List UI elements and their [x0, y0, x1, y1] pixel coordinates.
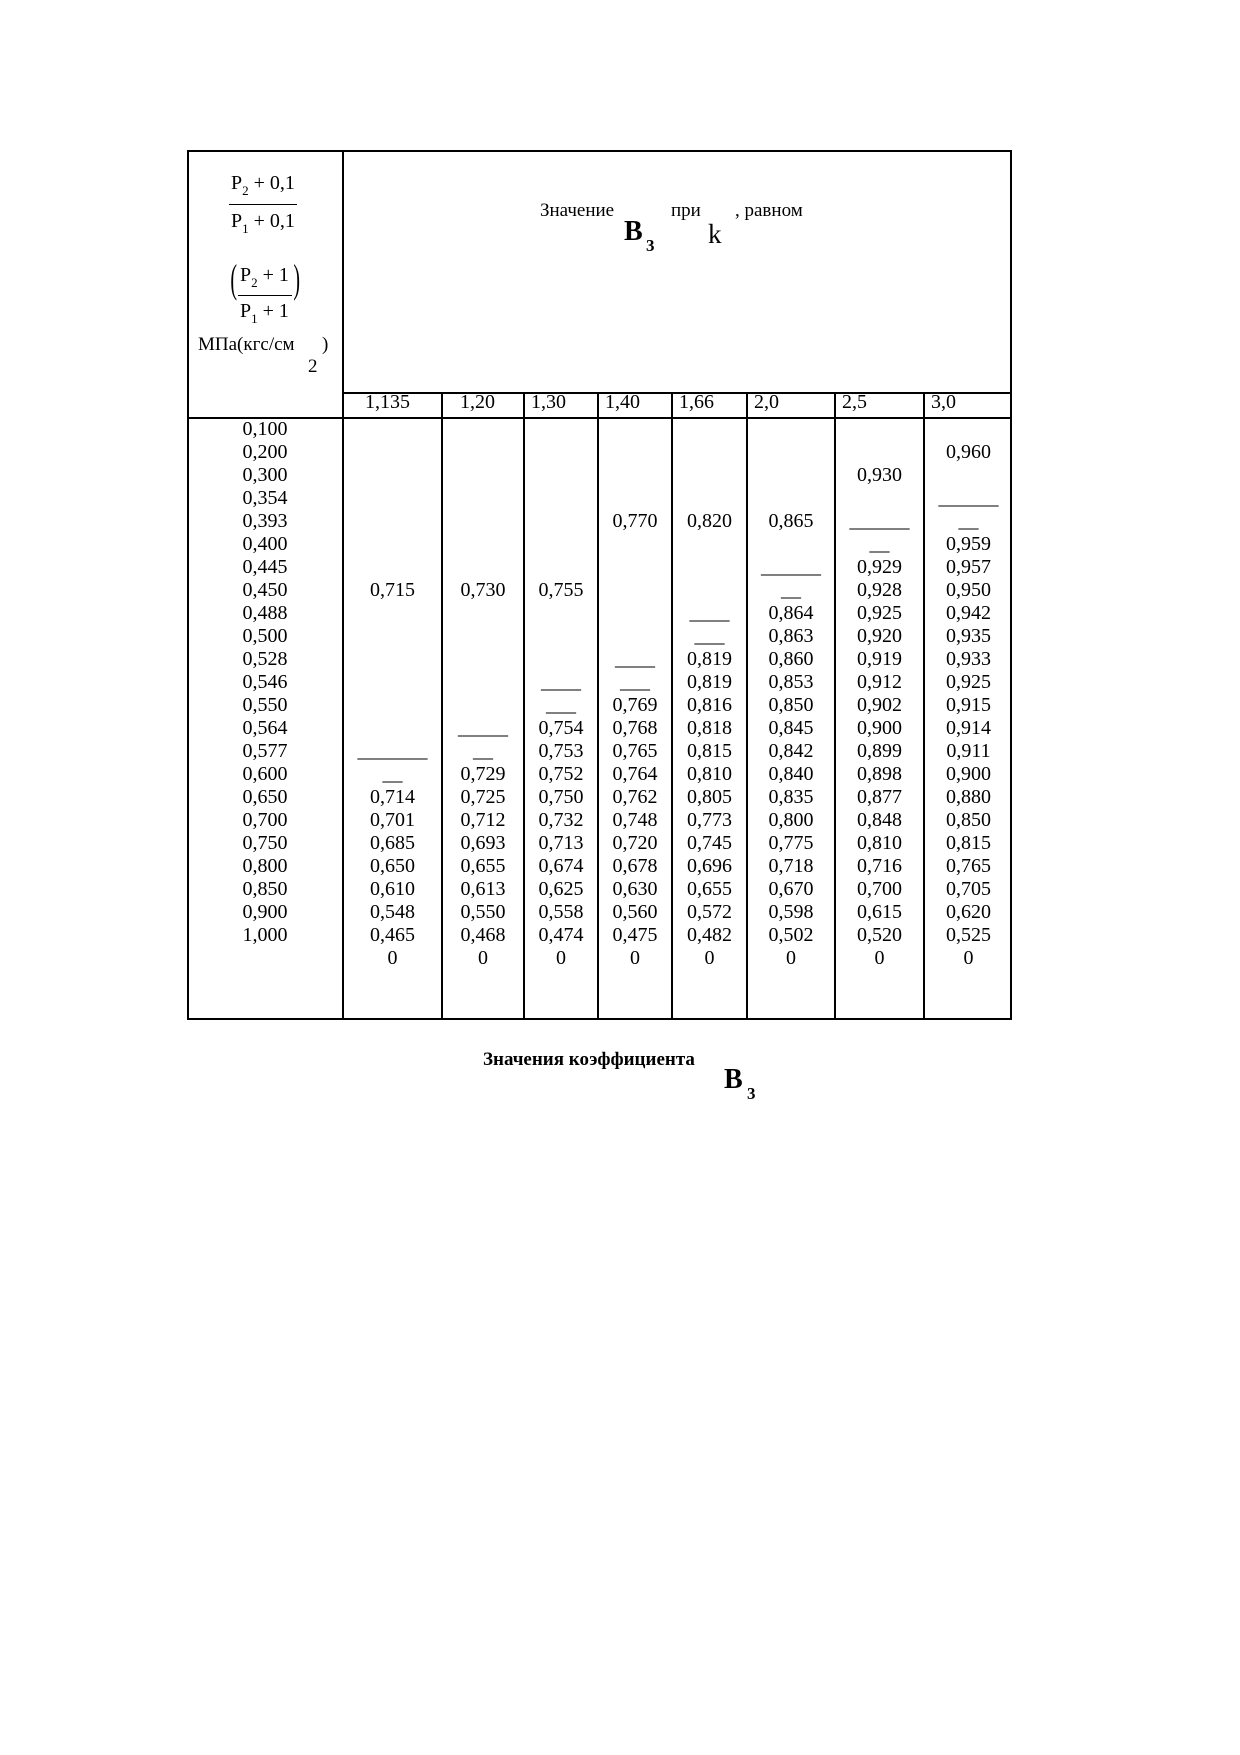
value-cell: 0,935 [946, 625, 991, 647]
value-cell: 0,732 [538, 809, 584, 831]
value-cell: __ [869, 533, 890, 555]
value-cell [443, 556, 523, 579]
value-cell: 0,877 [857, 786, 902, 808]
value-cell [443, 671, 523, 694]
title-value: Значение [540, 200, 615, 221]
value-cell: 0,525 [946, 924, 991, 946]
value-cell: 0,835 [768, 786, 814, 808]
value-cell [525, 556, 597, 579]
value-cell [673, 418, 746, 441]
value-cell [673, 556, 746, 579]
value-cell: 0 [963, 947, 974, 969]
value-cell: 0,696 [687, 855, 732, 877]
value-cell: 0,753 [538, 740, 584, 762]
value-cell [344, 671, 441, 694]
value-cell [344, 510, 441, 533]
value-cell [443, 648, 523, 671]
value-column [344, 418, 441, 970]
left-paren: ( [230, 256, 237, 301]
pressure-ratio-cell: 0,393 [242, 510, 288, 532]
value-cell: 0,768 [612, 717, 658, 739]
value-cell: 0 [387, 947, 398, 969]
value-cell [344, 441, 441, 464]
value-cell: 0,840 [768, 763, 814, 785]
value-cell: 0,678 [612, 855, 658, 877]
value-cell: 0,959 [946, 533, 991, 555]
pressure-ratio-cell: 0,100 [242, 418, 288, 440]
value-cell: 0,805 [687, 786, 732, 808]
value-cell: ______ [938, 487, 999, 509]
pressure-ratio-column [205, 418, 325, 947]
value-cell: 0,558 [538, 901, 584, 923]
value-column [525, 418, 597, 970]
value-cell: 0,715 [370, 579, 415, 601]
value-cell [525, 464, 597, 487]
k-header: 1,66 [679, 391, 714, 413]
value-cell: 0,520 [857, 924, 902, 946]
pressure-ratio-cell: 0,445 [242, 556, 288, 578]
units-label: МПа(кгс/см [198, 334, 295, 355]
value-cell [673, 487, 746, 510]
value-cell: 0,730 [460, 579, 506, 601]
value-cell: 0,810 [857, 832, 902, 854]
units-close: ) [322, 334, 329, 355]
value-cell: 0,960 [946, 441, 991, 463]
value-cell [925, 464, 1012, 487]
value-cell: 0,820 [687, 510, 732, 532]
value-column [673, 418, 746, 970]
pressure-ratio-cell: 0,550 [242, 694, 288, 716]
value-cell: 0,919 [857, 648, 902, 670]
value-cell: 0 [478, 947, 488, 969]
value-cell: ___ [694, 625, 725, 647]
value-cell [344, 694, 441, 717]
value-cell: 0,613 [460, 878, 506, 900]
value-cell: 0,920 [857, 625, 902, 647]
value-cell: 0,764 [612, 763, 658, 785]
caption-b-sub: 3 [747, 1084, 756, 1103]
ratio-den: $P_1 + 0,1$ [231, 210, 295, 236]
value-cell: 0 [874, 947, 885, 969]
value-cell [748, 418, 834, 441]
value-cell: ___ [546, 694, 576, 716]
value-cell: ______ [761, 556, 821, 578]
pressure-ratio-cell: 0,900 [242, 901, 288, 923]
value-cell [525, 533, 597, 556]
value-cell: 0,502 [768, 924, 814, 946]
value-column [443, 418, 523, 970]
value-cell: ____ [615, 648, 655, 670]
value-cell: ____ [541, 671, 581, 693]
title-k: k [708, 219, 722, 249]
value-cell: ___ [620, 671, 650, 693]
value-cell: 0,550 [460, 901, 506, 923]
value-cell [836, 487, 923, 510]
pressure-ratio-cell: 0,354 [242, 487, 288, 509]
value-cell [443, 510, 523, 533]
value-cell: 0,572 [687, 901, 732, 923]
value-cell: 0,900 [857, 717, 902, 739]
value-cell [673, 441, 746, 464]
value-cell: __ [958, 510, 979, 532]
value-cell: 0,674 [538, 855, 584, 877]
value-cell: 0,842 [768, 740, 814, 762]
value-cell: 0,650 [370, 855, 415, 877]
value-cell: 0,729 [460, 763, 506, 785]
value-cell: 0 [630, 947, 640, 969]
value-cell: 0,850 [768, 694, 814, 716]
title-b-sub: 3 [646, 236, 655, 255]
value-cell: 0,713 [538, 832, 584, 854]
value-cell [599, 556, 671, 579]
value-cell [748, 441, 834, 464]
k-header: 2,5 [842, 391, 867, 413]
value-cell: 0,880 [946, 786, 991, 808]
value-cell: 0,474 [538, 924, 584, 946]
value-cell: 0,865 [768, 510, 814, 532]
value-cell [673, 579, 746, 602]
value-cell: 0,925 [857, 602, 902, 624]
value-cell: 0,754 [538, 717, 584, 739]
value-cell: 0,902 [857, 694, 902, 716]
value-column [836, 418, 923, 970]
value-cell [525, 648, 597, 671]
units-exponent: 2 [308, 356, 318, 377]
value-cell: 0,725 [460, 786, 506, 808]
value-cell [525, 487, 597, 510]
k-header: 1,20 [460, 391, 495, 413]
value-cell [748, 487, 834, 510]
pressure-ratio-cell: 0,700 [242, 809, 288, 831]
k-header: 1,40 [605, 391, 640, 413]
value-cell: 0,745 [687, 832, 732, 854]
value-cell [836, 418, 923, 441]
fraction-bar [238, 295, 292, 296]
value-cell: 0,845 [768, 717, 814, 739]
pressure-ratio-cell: 0,400 [242, 533, 288, 555]
value-cell: 0,465 [370, 924, 415, 946]
value-cell: 0,853 [768, 671, 814, 693]
value-cell: 0,705 [946, 878, 991, 900]
title-tail: , равном [735, 200, 803, 221]
value-cell [925, 418, 1012, 441]
value-cell: 0,900 [946, 763, 991, 785]
value-cell [344, 533, 441, 556]
value-cell: ____ [689, 602, 730, 624]
value-cell: 0,911 [946, 740, 991, 762]
pressure-ratio-cell: 0,300 [242, 464, 288, 486]
value-cell [443, 533, 523, 556]
value-cell: 0,899 [857, 740, 902, 762]
value-cell: 0,670 [768, 878, 814, 900]
fraction-bar [229, 204, 297, 205]
value-cell: _______ [357, 740, 428, 762]
value-cell: 0,850 [946, 809, 991, 831]
pressure-ratio-cell: 1,000 [242, 924, 288, 946]
value-cell: 0,929 [857, 556, 902, 578]
value-cell: 0,848 [857, 809, 902, 831]
value-cell [599, 579, 671, 602]
value-cell: 0,762 [612, 786, 658, 808]
ratio-num: $P_2 + 0,1$ [231, 172, 295, 198]
value-cell: 0,655 [687, 878, 732, 900]
value-cell: 0,863 [768, 625, 814, 647]
value-column [599, 418, 671, 970]
value-cell: 0,925 [946, 671, 991, 693]
value-cell: 0,898 [857, 763, 902, 785]
value-cell [599, 625, 671, 648]
pressure-ratio-cell: 0,850 [242, 878, 288, 900]
value-cell [525, 510, 597, 533]
value-cell: __ [473, 740, 493, 762]
pressure-ratio-cell: 0,577 [242, 740, 288, 762]
value-cell [748, 533, 834, 556]
value-cell: 0,748 [612, 809, 658, 831]
value-cell: 0,700 [857, 878, 902, 900]
value-cell [673, 533, 746, 556]
value-cell: 0,482 [687, 924, 732, 946]
value-cell [443, 694, 523, 717]
value-cell [443, 625, 523, 648]
value-cell [525, 625, 597, 648]
value-cell [673, 464, 746, 487]
value-cell: 0,701 [370, 809, 415, 831]
value-cell: 0,714 [370, 786, 415, 808]
value-cell: 0,860 [768, 648, 814, 670]
pressure-ratio-cell: 0,488 [242, 602, 288, 624]
value-cell: 0,712 [460, 809, 506, 831]
value-cell: 0,864 [768, 602, 814, 624]
value-cell [443, 418, 523, 441]
value-cell: 0,769 [612, 694, 658, 716]
value-cell: 0,625 [538, 878, 584, 900]
value-column [748, 418, 834, 970]
ratio-b-den: $P_1 + 1$ [240, 300, 289, 326]
value-cell: 0,950 [946, 579, 991, 601]
value-cell: 0,620 [946, 901, 991, 923]
value-cell: 0,755 [538, 579, 584, 601]
value-cell: 0,773 [687, 809, 732, 831]
value-cell [344, 418, 441, 441]
value-cell [599, 418, 671, 441]
value-cell: 0,914 [946, 717, 991, 739]
value-cell [599, 533, 671, 556]
value-cell: 0,928 [857, 579, 902, 601]
pressure-ratio-cell: 0,650 [242, 786, 288, 808]
value-cell [836, 441, 923, 464]
value-cell: 0 [786, 947, 796, 969]
value-column [925, 418, 1012, 970]
pressure-ratio-cell: 0,564 [242, 717, 288, 739]
value-cell [344, 717, 441, 740]
value-cell: 0,750 [538, 786, 584, 808]
value-cell: 0,560 [612, 901, 658, 923]
value-cell: 0,752 [538, 763, 584, 785]
value-cell: 0,819 [687, 648, 732, 670]
pressure-ratio-cell: 0,500 [242, 625, 288, 647]
value-cell [443, 464, 523, 487]
value-cell: 0,770 [612, 510, 658, 532]
value-cell: 0,816 [687, 694, 732, 716]
value-cell: 0,718 [768, 855, 814, 877]
pressure-ratio-cell: 0,450 [242, 579, 288, 601]
value-cell [443, 441, 523, 464]
value-cell: __ [382, 763, 403, 785]
value-cell [344, 556, 441, 579]
title-pri: при [671, 200, 701, 221]
value-cell [525, 418, 597, 441]
value-cell: 0,775 [768, 832, 814, 854]
right-paren: ) [293, 256, 300, 301]
value-cell: 0,819 [687, 671, 732, 693]
value-cell [525, 441, 597, 464]
divider [342, 392, 1012, 394]
value-cell: 0 [704, 947, 715, 969]
value-cell: 0,818 [687, 717, 732, 739]
value-cell: 0,716 [857, 855, 902, 877]
value-cell [443, 602, 523, 625]
value-cell: 0,815 [687, 740, 732, 762]
k-header: 1,30 [531, 391, 566, 413]
value-cell: 0,800 [768, 809, 814, 831]
value-cell: ______ [849, 510, 910, 532]
value-cell [344, 602, 441, 625]
pressure-ratio-cell: 0,546 [242, 671, 288, 693]
caption-b: B [724, 1064, 743, 1095]
value-cell [344, 464, 441, 487]
value-cell: 0,610 [370, 878, 415, 900]
value-cell: __ [781, 579, 801, 601]
value-cell [443, 487, 523, 510]
value-cell: 0,655 [460, 855, 506, 877]
value-cell: 0,765 [946, 855, 991, 877]
value-cell: 0,548 [370, 901, 415, 923]
value-cell: 0,598 [768, 901, 814, 923]
value-cell: 0,815 [946, 832, 991, 854]
value-cell: 0,693 [460, 832, 506, 854]
value-cell [599, 464, 671, 487]
value-cell: 0,765 [612, 740, 658, 762]
value-cell [748, 464, 834, 487]
value-cell: 0,810 [687, 763, 732, 785]
value-cell: 0,933 [946, 648, 991, 670]
title-b: B [624, 216, 643, 247]
pressure-ratio-cell: 0,800 [242, 855, 288, 877]
ratio-b-num: $P_2 + 1$ [240, 264, 289, 290]
value-cell: 0,685 [370, 832, 415, 854]
value-cell: 0,475 [612, 924, 658, 946]
pressure-ratio-cell: 0,528 [242, 648, 288, 670]
value-cell: 0,615 [857, 901, 902, 923]
value-cell: 0,957 [946, 556, 991, 578]
value-cell [344, 625, 441, 648]
value-cell: 0,942 [946, 602, 991, 624]
k-header: 1,135 [365, 391, 410, 413]
k-header: 3,0 [931, 391, 956, 413]
value-cell: 0,912 [857, 671, 902, 693]
pressure-ratio-cell: 0,200 [242, 441, 288, 463]
value-cell [344, 648, 441, 671]
value-cell: 0,630 [612, 878, 658, 900]
value-cell: 0,720 [612, 832, 658, 854]
k-header: 2,0 [754, 391, 779, 413]
value-cell [599, 487, 671, 510]
value-cell [599, 602, 671, 625]
value-cell [344, 487, 441, 510]
value-cell: _____ [458, 717, 508, 739]
value-cell [599, 441, 671, 464]
caption-text: Значения коэффициента [483, 1049, 695, 1070]
value-cell: 0,930 [857, 464, 902, 486]
value-cell: 0 [556, 947, 566, 969]
value-cell [525, 602, 597, 625]
pressure-ratio-cell: 0,750 [242, 832, 288, 854]
value-cell: 0,468 [460, 924, 506, 946]
value-cell: 0,915 [946, 694, 991, 716]
pressure-ratio-cell: 0,600 [242, 763, 288, 785]
